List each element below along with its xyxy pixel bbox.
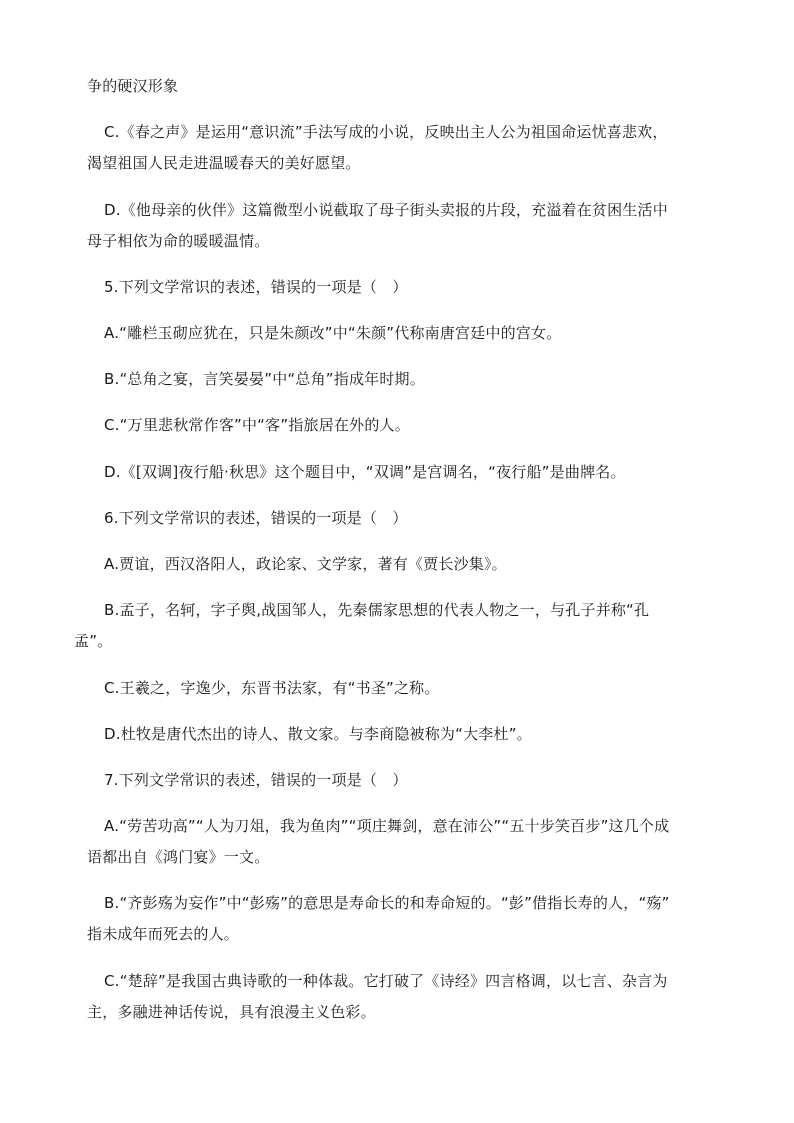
option-line: A.“雕栏玉砌应犹在，只是朱颜改”中“朱颜”代称南唐宫廷中的宫女。 — [104, 324, 562, 342]
option-line: 孟”。 — [74, 632, 113, 650]
text-line: C.《春之声》是运用“意识流”手法写成的小说，反映出主人公为祖国命运忧喜悲欢， — [104, 123, 668, 141]
option-line: B.孟子，名轲，字子舆,战国邹人，先秦儒家思想的代表人物之一，与孔子并称“孔 — [104, 601, 650, 619]
text-line: 争的硬汉形象 — [87, 77, 179, 95]
text-line: 母子相依为命的暖暖温情。 — [87, 232, 270, 250]
option-line: B.“总角之宴，言笑晏晏”中“总角”指成年时期。 — [104, 370, 425, 388]
question-heading: 5.下列文学常识的表述，错误的一项是（ ） — [104, 278, 408, 296]
question-heading: 7.下列文学常识的表述，错误的一项是（ ） — [104, 771, 408, 789]
question-heading: 6.下列文学常识的表述，错误的一项是（ ） — [104, 509, 408, 527]
text-line: D.《他母亲的伙伴》这篇微型小说截取了母子街头卖报的片段，充溢着在贫困生活中 — [104, 201, 668, 219]
option-line: A.贾谊，西汉洛阳人，政论家、文学家，著有《贾长沙集》。 — [104, 555, 507, 573]
option-line: C.“万里悲秋常作客”中“客”指旅居在外的人。 — [104, 416, 410, 434]
option-line: A.“劳苦功高”“人为刀俎，我为鱼肉”“项庄舞剑，意在沛公”“五十步笑百步”这几个成 — [104, 817, 670, 835]
option-line: 主，多融进神话传说，具有浪漫主义色彩。 — [87, 1003, 376, 1021]
option-line: C.“楚辞”是我国古典诗歌的一种体裁。它打破了《诗经》四言格调，以七言、杂言为 — [104, 972, 668, 990]
option-line: 语都出自《鸿门宴》一文。 — [87, 848, 270, 866]
option-line: C.王羲之，字逸少，东晋书法家，有“书圣”之称。 — [104, 679, 440, 697]
text-line: 渴望祖国人民走进温暖春天的美好愿望。 — [87, 154, 361, 172]
option-line: D.杜牧是唐代杰出的诗人、散文家。与李商隐被称为“大李杜”。 — [104, 725, 532, 743]
option-line: 指未成年而死去的人。 — [87, 925, 240, 943]
option-line: B.“齐彭殇为妄作”中“彭殇”的意思是寿命长的和寿命短的。“彭”借指长寿的人，“殇” — [104, 894, 670, 912]
option-line: D.《[双调]夜行船·秋思》这个题目中，“双调”是宫调名，“夜行船”是曲牌名。 — [104, 463, 626, 481]
